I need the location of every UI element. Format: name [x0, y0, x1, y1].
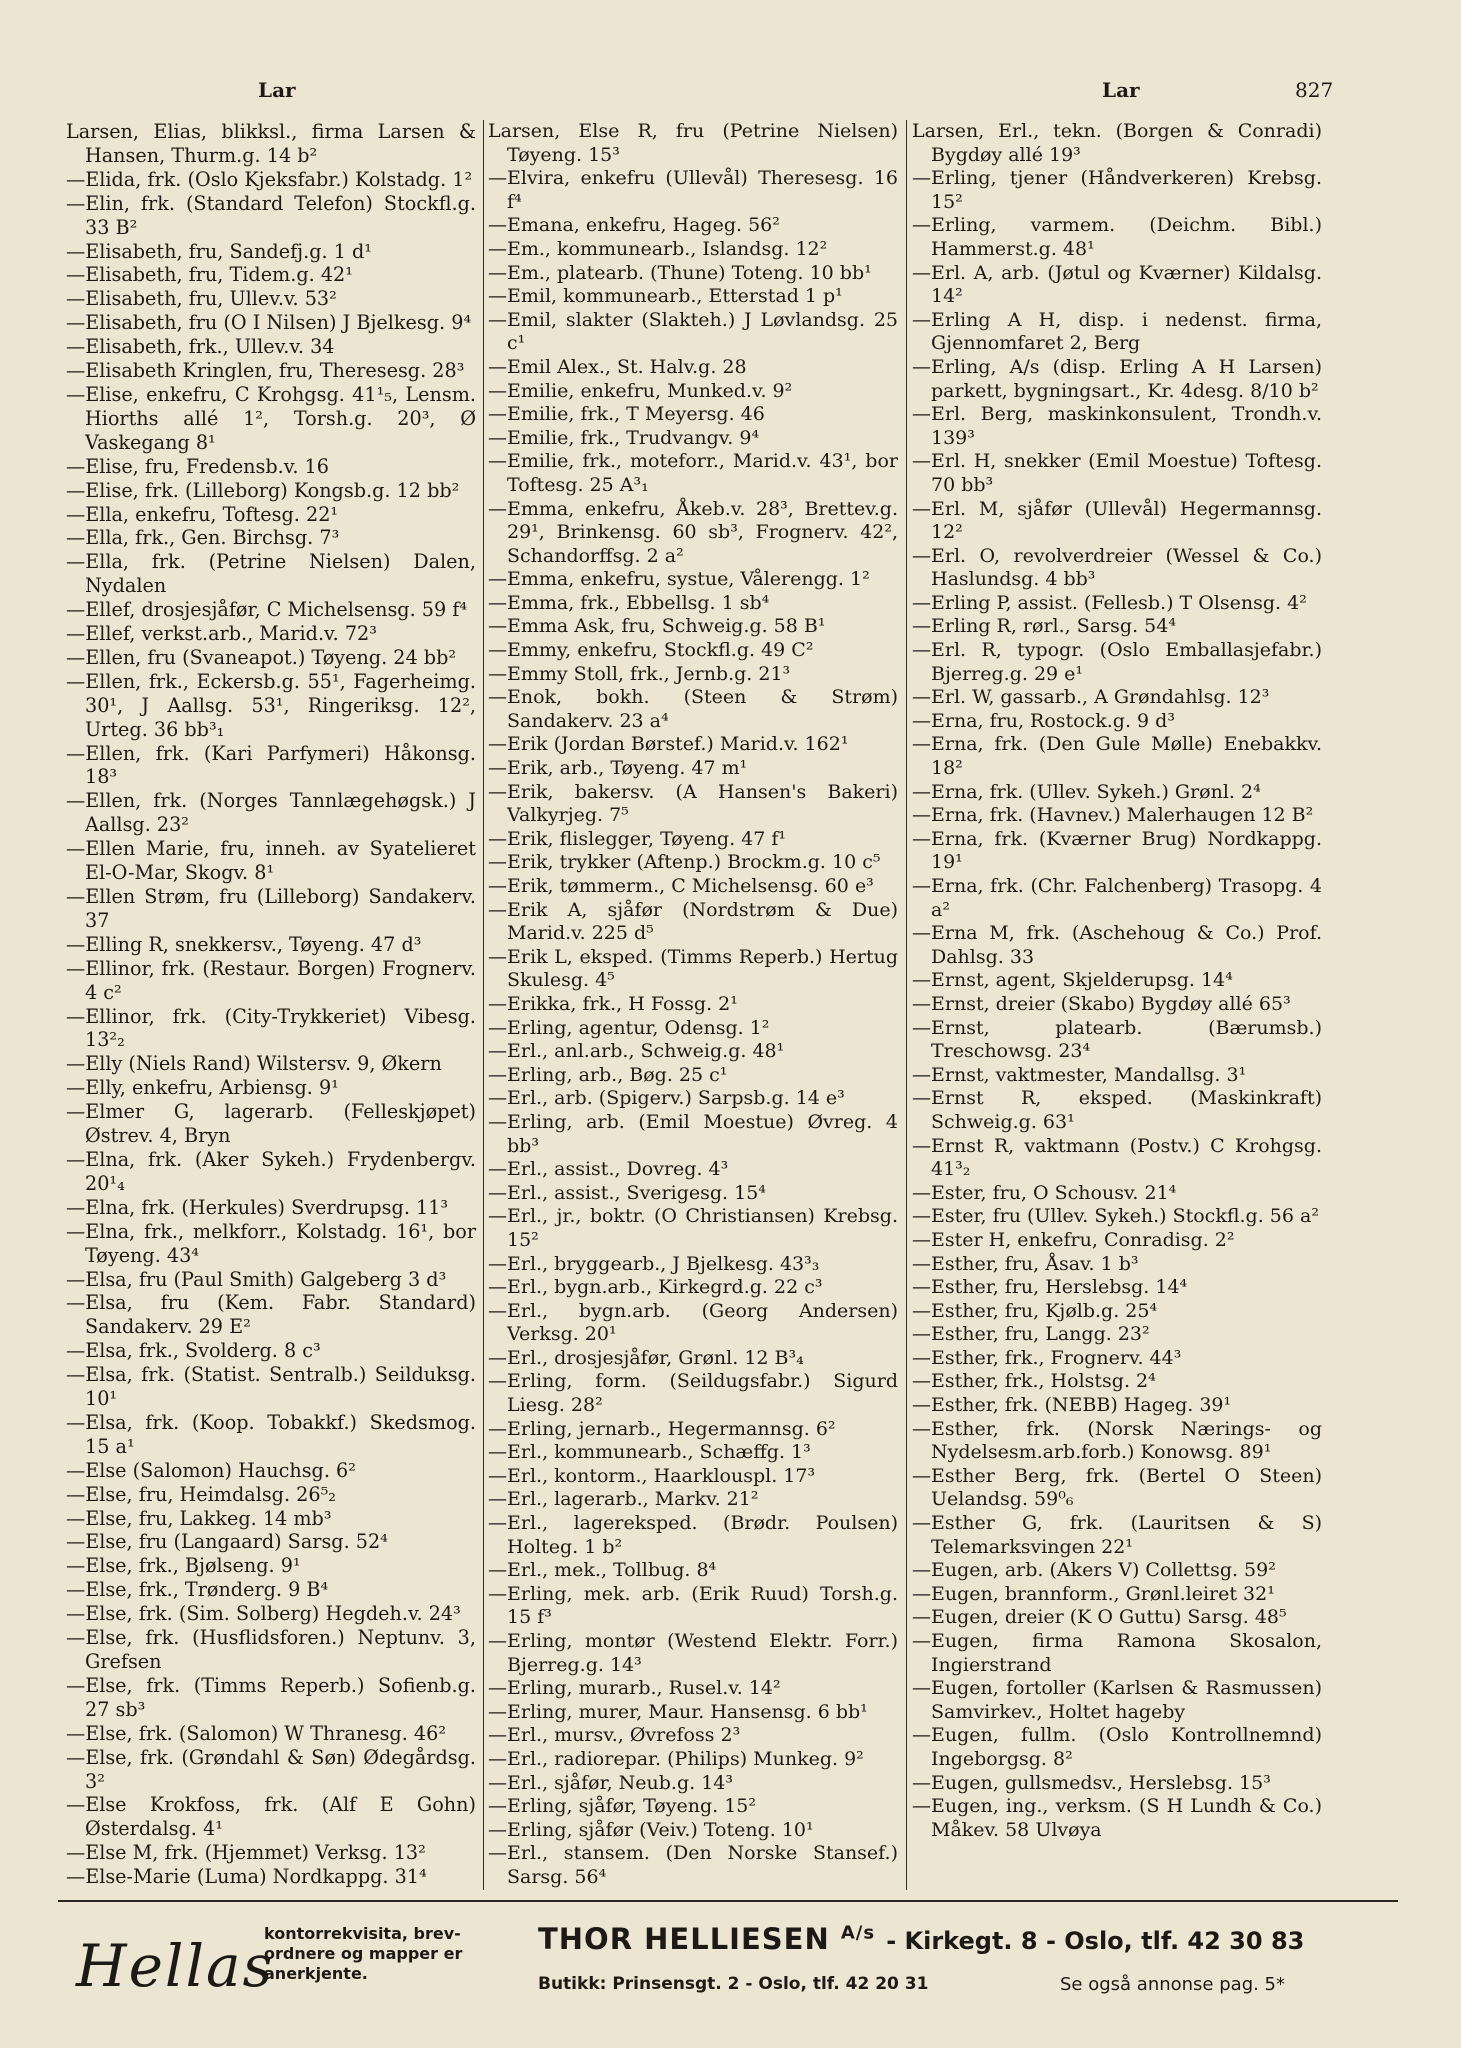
directory-entry: —Elna, frk. (Herkules) Sverdrupsg. 11³	[66, 1195, 449, 1219]
directory-entry: —Em., kommunearb., Islandsg. 12²	[488, 237, 828, 260]
directory-entry: —Emil, slakter (Slakteh.) J Løvlandsg. 25 c¹	[488, 308, 898, 355]
column-2	[488, 120, 898, 1890]
directory-entry: —Erl., lagereksped. (Brødr. Poulsen) Holteg. 1 b²	[488, 1512, 898, 1558]
directory-entry: —Ellen, frk. (Norges Tannlægehøgsk.) J Aallsg. 23²	[66, 789, 476, 837]
directory-entry: —Esther, fru, Herslebsg. 14⁴	[912, 1276, 1188, 1299]
directory-entry: —Ernst R, eksped. (Maskinkraft) Schweig.g. 63¹	[912, 1087, 1322, 1133]
directory-entry: —Else Krokfoss, frk. (Alf E Gohn) Østerdalsg. 4¹	[66, 1793, 476, 1841]
directory-entry: —Erik, flislegger, Tøyeng. 47 f¹	[488, 827, 787, 850]
directory-entry: —Erl. M, sjåfør (Ullevål) Hegermannsg. 12²	[912, 497, 1322, 544]
directory-entry: —Ella, frk., Gen. Birchsg. 7³	[66, 526, 340, 550]
directory-entry: —Ernst, vaktmester, Mandallsg. 3¹	[912, 1063, 1247, 1086]
directory-entry: —Erl., assist., Sverigesg. 15⁴	[488, 1181, 766, 1204]
directory-entry: —Eugen, gullsmedsv., Herslebsg. 15³	[912, 1771, 1271, 1794]
directory-entry: Larsen, Erl., tekn. (Borgen & Conradi) Bygdøy allé 19³	[912, 120, 1322, 166]
directory-entry: —Elida, frk. (Oslo Kjeksfabr.) Kolstadg. 1²	[66, 167, 473, 191]
directory-entry: —Emma, enkefru, Åkeb.v. 28³, Brettev.g. 29¹, Brinkensg. 60 sb³, Frognerv. 42², Schandorffsg. 2 a²	[488, 497, 898, 567]
directory-entry: Larsen, Else R, fru (Petrine Nielsen) Tøyeng. 15³	[488, 120, 898, 166]
directory-entry: —Erl. O, revolverdreier (Wessel & Co.) Haslundsg. 4 bb³	[912, 544, 1322, 591]
directory-entry: —Else, frk. (Husflidsforen.) Neptunv. 3, Grefsen	[66, 1626, 476, 1673]
ad-blurb-line: ordnere og mapper er	[264, 1944, 463, 1963]
directory-entry: —Erik, arb., Tøyeng. 47 m¹	[488, 757, 748, 780]
directory-entry: —Else, frk., Bjølseng. 9¹	[66, 1554, 301, 1578]
advertisement	[58, 1910, 1398, 2020]
directory-entry: —Emmy Stoll, frk., Jernb.g. 21³	[488, 662, 791, 685]
directory-entry: —Erl., anl.arb., Schweig.g. 48¹	[488, 1040, 785, 1063]
directory-entry: —Erik, trykker (Aftenp.) Brockm.g. 10 c⁵	[488, 851, 881, 874]
directory-entry: —Elna, frk. (Aker Sykeh.) Frydenbergv. 20¹₄	[66, 1147, 476, 1195]
directory-entry: —Emilie, frk., moteforr., Marid.v. 43¹, bor Toftesg. 25 A³₁	[488, 450, 898, 496]
directory-entry: —Emma, frk., Ebbellsg. 1 sb⁴	[488, 591, 770, 614]
directory-entry: —Erl., arb. (Spigerv.) Sarpsb.g. 14 e³	[488, 1087, 845, 1110]
directory-entry: —Erling A H, disp. i nedenst. firma, Gjennomfaret 2, Berg	[912, 308, 1322, 355]
directory-entry: —Elling R, snekkersv., Tøyeng. 47 d³	[66, 932, 422, 956]
directory-entry: —Erik (Jordan Børstef.) Marid.v. 162¹	[488, 733, 849, 756]
directory-entry: —Erling, mek. arb. (Erik Ruud) Torsh.g. 15 f³	[488, 1582, 898, 1629]
directory-entry: —Emmy, enkefru, Stockfl.g. 49 C²	[488, 639, 814, 662]
running-header-left: Lar	[258, 78, 296, 102]
directory-entry: —Erl. R, typogr. (Oslo Emballasjefabr.) Bjerreg.g. 29 e¹	[912, 639, 1322, 685]
ad-firm-line	[538, 1922, 1304, 1956]
directory-entry: —Erikka, frk., H Fossg. 2¹	[488, 992, 738, 1015]
directory-entry: —Esther G, frk. (Lauritsen & S) Telemarksvingen 22¹	[912, 1512, 1322, 1558]
directory-entry: —Else, frk. (Sim. Solberg) Hegdeh.v. 24³	[66, 1602, 461, 1626]
directory-entry: —Esther, fru, Åsav. 1 b³	[912, 1252, 1139, 1275]
directory-entry: —Eugen, arb. (Akers V) Collettsg. 59²	[912, 1559, 1276, 1582]
directory-entry: —Else, fru (Langaard) Sarsg. 52⁴	[66, 1530, 388, 1554]
directory-entry: —Ellinor, frk. (City-Trykkeriet) Vibesg. 13²₂	[66, 1004, 476, 1052]
directory-entry: —Esther Berg, frk. (Bertel O Steen) Uelandsg. 59⁰₆	[912, 1464, 1322, 1511]
directory-entry: —Erl., mek., Tollbug. 8⁴	[488, 1559, 717, 1582]
directory-entry: —Emma, enkefru, systue, Vålerengg. 1²	[488, 568, 870, 591]
column-divider	[906, 120, 907, 1890]
directory-entry: —Erling, tjener (Håndverkeren) Krebsg. 15²	[912, 167, 1322, 213]
directory-entry: —Else, fru, Lakkeg. 14 mb³	[66, 1506, 332, 1530]
directory-entry: —Erling, agentur, Odensg. 1²	[488, 1016, 770, 1039]
directory-entry: —Esther, frk., Holstsg. 2⁴	[912, 1370, 1156, 1393]
directory-entry: —Elisabeth, fru, Ullev.v. 53²	[66, 287, 337, 311]
hellas-logo: Hellas	[76, 1932, 275, 2000]
directory-entry: —Erna, fru, Rostock.g. 9 d³	[912, 709, 1175, 732]
directory-entry: —Elly, enkefru, Arbiensg. 9¹	[66, 1076, 339, 1100]
ad-firm-address: - Kirkegt. 8 - Oslo, tlf. 42 30 83	[886, 1927, 1305, 1955]
directory-entry: —Erl. W, gassarb., A Grøndahlsg. 12³	[912, 686, 1270, 709]
column-3	[912, 120, 1322, 1842]
running-header-right: Lar	[1102, 78, 1140, 102]
page-number: 827	[1295, 78, 1334, 102]
directory-entry: —Eugen, fortoller (Karlsen & Rasmussen) Samvirkev., Holtet hageby	[912, 1677, 1322, 1723]
ad-blurb	[264, 1924, 474, 1984]
directory-entry: —Esther, frk., Frognerv. 44³	[912, 1346, 1182, 1369]
directory-entry: —Ellen, fru (Svaneapot.) Tøyeng. 24 bb²	[66, 645, 457, 669]
directory-entry: —Erling, arb., Bøg. 25 c¹	[488, 1063, 728, 1086]
directory-entry: —Erna, frk. (Ullev. Sykeh.) Grønl. 2⁴	[912, 780, 1261, 803]
directory-entry: —Erling, murarb., Rusel.v. 14²	[488, 1677, 781, 1700]
directory-entry: —Ellen, frk. (Kari Parfymeri) Håkonsg. 18³	[66, 741, 476, 789]
directory-entry: —Erling, murer, Maur. Hansensg. 6 bb¹	[488, 1700, 868, 1723]
directory-entry: —Ella, frk. (Petrine Nielsen) Dalen, Nydalen	[66, 550, 476, 598]
ad-see-also: Se også annonse pag. 5*	[1060, 1974, 1286, 1995]
directory-entry: —Erna, frk. (Den Gule Mølle) Enebakkv. 18²	[912, 733, 1322, 780]
directory-entry: —Erl., bryggearb., J Bjelkesg. 43³₃	[488, 1252, 820, 1275]
directory-entry: —Eugen, firma Ramona Skosalon, Ingierstrand	[912, 1630, 1322, 1676]
directory-entry: —Eugen, brannform., Grønl.leiret 32¹	[912, 1582, 1275, 1605]
directory-entry: —Erik, bakersv. (A Hansen's Bakeri) Valkyrjeg. 7⁵	[488, 780, 898, 827]
directory-entry: —Eugen, ing., verksm. (S H Lundh & Co.) Måkev. 58 Ulvøya	[912, 1795, 1322, 1841]
directory-entry: —Erl., mursv., Øvrefoss 2³	[488, 1724, 741, 1747]
directory-entry: —Erling, form. (Seildugsfabr.) Sigurd Liesg. 28²	[488, 1370, 898, 1417]
directory-entry: —Elly (Niels Rand) Wilstersv. 9, Økern	[66, 1052, 442, 1076]
directory-entry: —Erl., lagerarb., Markv. 21²	[488, 1488, 759, 1511]
ad-firm-suffix: A/s	[840, 1922, 876, 1944]
directory-entry: —Erl. H, snekker (Emil Moestue) Toftesg. 70 bb³	[912, 450, 1322, 496]
ad-blurb-line: anerkjente.	[264, 1964, 368, 1983]
directory-entry: —Elsa, frk. (Statist. Sentralb.) Seilduksg. 10¹	[66, 1363, 476, 1411]
directory-entry: —Emilie, frk., T Meyersg. 46	[488, 403, 765, 426]
directory-entry: —Enok, bokh. (Steen & Strøm) Sandakerv. 23 a⁴	[488, 686, 898, 732]
directory-entry: —Erna, frk. (Kværner Brug) Nordkappg. 19¹	[912, 827, 1322, 874]
directory-entry: —Eugen, dreier (K O Guttu) Sarsg. 48⁵	[912, 1606, 1287, 1629]
directory-entry: —Else, frk. (Grøndahl & Søn) Ødegårdsg. 3²	[66, 1745, 476, 1793]
directory-entry: —Ernst R, vaktmann (Postv.) C Krohgsg. 41³₂	[912, 1134, 1322, 1181]
directory-entry: —Emil Alex., St. Halv.g. 28	[488, 355, 747, 378]
directory-entry: —Elise, frk. (Lilleborg) Kongsb.g. 12 bb²	[66, 478, 460, 502]
directory-entry: —Erling P, assist. (Fellesb.) T Olsensg. 4²	[912, 591, 1307, 614]
directory-entry: —Erl., assist., Dovreg. 4³	[488, 1158, 729, 1181]
directory-entry: —Ernst, agent, Skjelderupsg. 14⁴	[912, 969, 1233, 992]
directory-entry: —Erl., bygn.arb. (Georg Andersen) Verksg. 20¹	[488, 1299, 898, 1346]
directory-entry: —Emil, kommunearb., Etterstad 1 p¹	[488, 285, 843, 308]
directory-entry: —Erling, A/s (disp. Erling A H Larsen) parkett, bygningsart., Kr. 4desg. 8/10 b²	[912, 355, 1322, 402]
directory-entry: —Erl. A, arb. (Jøtul og Kværner) Kildalsg. 14²	[912, 261, 1322, 308]
directory-entry: —Elsa, fru (Paul Smith) Galgeberg 3 d³	[66, 1267, 447, 1291]
directory-entry: —Erik L, eksped. (Timms Reperb.) Hertug Skulesg. 4⁵	[488, 945, 898, 992]
directory-entry: —Erling, jernarb., Hegermannsg. 6²	[488, 1417, 836, 1440]
directory-entry: —Erl., bygn.arb., Kirkegrd.g. 22 c³	[488, 1276, 823, 1299]
directory-entry: —Elsa, frk. (Koop. Tobakkf.) Skedsmog. 15 a¹	[66, 1410, 476, 1458]
directory-entry: —Emana, enkefru, Hageg. 56²	[488, 214, 780, 237]
directory-entry: —Ester, fru, O Schousv. 21⁴	[912, 1181, 1177, 1204]
directory-entry: —Erna, frk. (Chr. Falchenberg) Trasopg. 4 a²	[912, 875, 1322, 921]
directory-entry: —Ester, fru (Ullev. Sykeh.) Stockfl.g. 56 a²	[912, 1205, 1319, 1228]
directory-entry: —Else, fru, Heimdalsg. 26⁵₂	[66, 1482, 336, 1506]
directory-entry: —Emilie, enkefru, Munked.v. 9²	[488, 379, 793, 402]
directory-entry: —Elisabeth Kringlen, fru, Theresesg. 28³	[66, 359, 465, 383]
directory-entry: —Ellinor, frk. (Restaur. Borgen) Frognerv. 4 c²	[66, 956, 476, 1004]
column-1	[66, 120, 476, 1889]
directory-entry: —Ellef, drosjesjåfør, C Michelsensg. 59 f⁴	[66, 598, 468, 622]
directory-entry: —Erna M, frk. (Aschehoug & Co.) Prof. Dahlsg. 33	[912, 922, 1322, 968]
ad-blurb-line: kontorrekvisita, brev-	[264, 1924, 461, 1943]
directory-entry: —Elisabeth, fru, Tidem.g. 42¹	[66, 263, 353, 287]
directory-entry: —Ellen, frk., Eckersb.g. 55¹, Fagerheimg. 30¹, J Aallsg. 53¹, Ringeriksg. 12², Urteg. 36 bb³₁	[66, 669, 476, 741]
directory-entry: —Elise, enkefru, C Krohgsg. 41¹₅, Lensm. Hiorths allé 1², Torsh.g. 20³, Ø Vaskegang 8¹	[66, 382, 476, 454]
column-divider	[483, 120, 484, 1890]
directory-entry: —Ernst, dreier (Skabo) Bygdøy allé 65³	[912, 992, 1291, 1015]
directory-entry: —Erl., stansem. (Den Norske Stansef.) Sarsg. 56⁴	[488, 1842, 898, 1888]
directory-entry: —Else, frk. (Timms Reperb.) Sofienb.g. 27 sb³	[66, 1673, 476, 1721]
directory-entry: —Erik, tømmerm., C Michelsensg. 60 e³	[488, 875, 874, 897]
directory-entry: —Erling, varmem. (Deichm. Bibl.) Hammerst.g. 48¹	[912, 214, 1322, 260]
directory-entry: Larsen, Elias, blikksl., firma Larsen & Hansen, Thurm.g. 14 b²	[66, 120, 476, 167]
directory-entry: —Esther, fru, Kjølb.g. 25⁴	[912, 1299, 1158, 1322]
directory-entry: —Elvira, enkefru (Ullevål) Theresesg. 16 f⁴	[488, 167, 898, 213]
directory-entry: —Erl., drosjesjåfør, Grønl. 12 B³₄	[488, 1346, 804, 1369]
directory-entry: —Erl., kommunearb., Schæffg. 1³	[488, 1441, 811, 1464]
directory-entry: —Ernst, platearb. (Bærumsb.) Treschowsg. 23⁴	[912, 1016, 1322, 1063]
directory-entry: —Esther, fru, Langg. 23²	[912, 1323, 1150, 1346]
directory-entry: —Erl. Berg, maskinkonsulent, Trondh.v. 139³	[912, 403, 1322, 449]
ad-shop-line: Butikk: Prinsensgt. 2 - Oslo, tlf. 42 20 31	[538, 1974, 929, 1994]
directory-entry: —Eugen, fullm. (Oslo Kontrollnemnd) Ingeborgsg. 8²	[912, 1724, 1322, 1770]
directory-entry: —Elisabeth, frk., Ullev.v. 34	[66, 335, 335, 359]
directory-entry: —Ellen Strøm, fru (Lilleborg) Sandakerv. 37	[66, 885, 476, 932]
ad-firm-name: THOR HELLIESEN	[538, 1922, 830, 1956]
directory-entry: —Else M, frk. (Hjemmet) Verksg. 13²	[66, 1841, 426, 1865]
directory-entry: —Erling, montør (Westend Elektr. Forr.) Bjerreg.g. 14³	[488, 1630, 898, 1676]
directory-entry: —Elise, fru, Fredensb.v. 16	[66, 454, 329, 478]
directory-entry: —Emma Ask, fru, Schweig.g. 58 B¹	[488, 615, 826, 638]
directory-entry: —Ellen Marie, fru, inneh. av Syatelieret El-O-Mar, Skogv. 8¹	[66, 837, 476, 885]
directory-entry: —Erl., jr., boktr. (O Christiansen) Krebsg. 15²	[488, 1205, 898, 1251]
directory-entry: —Else-Marie (Luma) Nordkappg. 31⁴	[66, 1865, 427, 1889]
directory-entry: —Elisabeth, fru, Sandefj.g. 1 d¹	[66, 239, 372, 263]
directory-entry: —Elsa, fru (Kem. Fabr. Standard) Sandakerv. 29 E²	[66, 1291, 476, 1339]
directory-entry: —Em., platearb. (Thune) Toteng. 10 bb¹	[488, 261, 872, 284]
directory-entry: —Erling, arb. (Emil Moestue) Øvreg. 4 bb³	[488, 1110, 898, 1157]
directory-entry: —Erling, sjåfør, Tøyeng. 15²	[488, 1795, 756, 1818]
directory-entry: —Erl., sjåfør, Neub.g. 14³	[488, 1771, 734, 1794]
directory-entry: —Else, frk., Trønderg. 9 B⁴	[66, 1578, 329, 1602]
directory-entry: —Ester H, enkefru, Conradisg. 2²	[912, 1228, 1235, 1251]
directory-entry: —Esther, frk. (Norsk Nærings- og Nydelsesm.arb.forb.) Konowsg. 89¹	[912, 1417, 1322, 1464]
directory-entry: —Erna, frk. (Havnev.) Malerhaugen 12 B²	[912, 804, 1314, 827]
directory-entry: —Elin, frk. (Standard Telefon) Stockfl.g. 33 B²	[66, 191, 476, 239]
directory-entry: —Esther, frk. (NEBB) Hageg. 39¹	[912, 1394, 1232, 1417]
directory-entry: —Elna, frk., melkforr., Kolstadg. 16¹, bor Tøyeng. 43⁴	[66, 1219, 476, 1267]
directory-entry: —Erik A, sjåfør (Nordstrøm & Due) Marid.v. 225 d⁵	[488, 898, 898, 945]
directory-entry: —Erl., kontorm., Haarklouspl. 17³	[488, 1464, 816, 1487]
directory-entry: —Elsa, frk., Svolderg. 8 c³	[66, 1339, 321, 1363]
directory-entry: —Elisabeth, fru (O I Nilsen) J Bjelkesg. 9⁴	[66, 311, 472, 335]
directory-entry: —Ellef, verkst.arb., Marid.v. 72³	[66, 622, 377, 646]
directory-entry: —Erling R, rørl., Sarsg. 54⁴	[912, 615, 1176, 638]
directory-entry: —Ella, enkefru, Toftesg. 22¹	[66, 502, 339, 526]
directory-entry: —Else, frk. (Salomon) W Thranesg. 46²	[66, 1721, 447, 1745]
directory-entry: —Emilie, frk., Trudvangv. 9⁴	[488, 426, 760, 449]
directory-entry: —Elmer G, lagerarb. (Felleskjøpet) Østrev. 4, Bryn	[66, 1100, 476, 1148]
directory-entry: —Erl., radiorepar. (Philips) Munkeg. 9²	[488, 1747, 864, 1770]
advertisement-rule	[58, 1900, 1398, 1902]
directory-entry: —Else (Salomon) Hauchsg. 6²	[66, 1458, 356, 1482]
directory-entry: —Erling, sjåfør (Veiv.) Toteng. 10¹	[488, 1818, 814, 1841]
